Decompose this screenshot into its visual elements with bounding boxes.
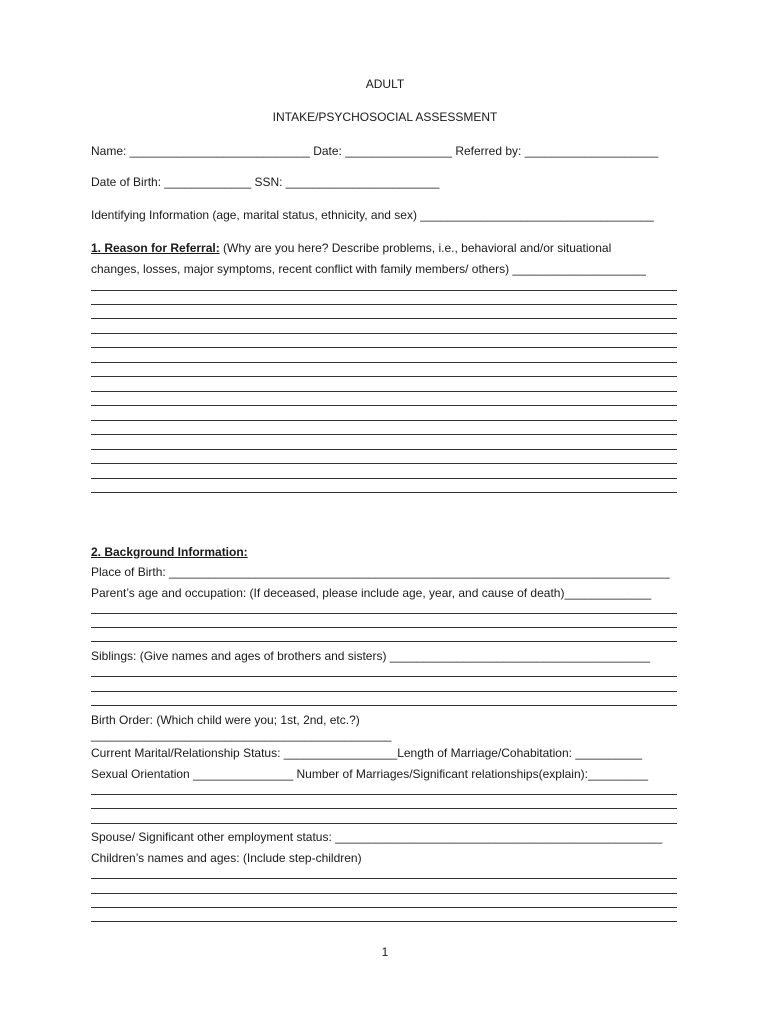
answer-line[interactable] (91, 434, 677, 435)
answer-line[interactable] (91, 878, 677, 879)
spouse-employment-field[interactable]: Spouse/ Significant other employment status: _________________________________________________ (91, 830, 663, 844)
reason-for-referral-prompt (91, 241, 611, 255)
dob-ssn-field[interactable]: Date of Birth: _____________ SSN: _______________________ (91, 175, 440, 189)
answer-line[interactable] (91, 893, 677, 894)
answer-line[interactable] (91, 405, 677, 406)
answer-line[interactable] (91, 921, 677, 922)
reason-for-referral-prompt-a: (Why are you here? Describe problems, i.e., behavioral and/or situational (219, 241, 612, 255)
answer-line[interactable] (91, 627, 677, 628)
answer-line[interactable] (91, 304, 677, 305)
answer-line[interactable] (91, 391, 677, 392)
answer-line[interactable] (91, 808, 677, 809)
place-of-birth-field[interactable]: Place of Birth: ___________________________________________________________________________ (91, 565, 670, 579)
answer-line[interactable] (91, 613, 677, 614)
answer-line[interactable] (91, 290, 677, 291)
answer-line[interactable] (91, 492, 677, 493)
answer-line[interactable] (91, 478, 677, 479)
form-title: ADULT (365, 77, 405, 91)
parents-age-occupation-field[interactable]: Parent’s age and occupation: (If deceased, please include age, year, and cause of death)_____________ (91, 586, 652, 600)
answer-line[interactable] (91, 641, 677, 642)
answer-line[interactable] (91, 376, 677, 377)
answer-line[interactable] (91, 907, 677, 908)
answer-line[interactable] (91, 463, 677, 464)
form-subtitle: INTAKE/PSYCHOSOCIAL ASSESSMENT (272, 110, 498, 124)
birth-order-field[interactable]: _____________________________________________ (91, 728, 392, 742)
birth-order-prompt: Birth Order: (Which child were you; 1st, 2nd, etc.?) (91, 713, 360, 727)
marital-status-field[interactable]: Current Marital/Relationship Status: _________________Length of Marriage/Cohabitation: __________ (91, 746, 643, 760)
name-date-referred-field[interactable]: Name: ___________________________ Date: ________________ Referred by: ____________________ (91, 144, 659, 158)
page-number: 1 (381, 945, 389, 959)
answer-line[interactable] (91, 705, 677, 706)
answer-line[interactable] (91, 794, 677, 795)
answer-line[interactable] (91, 449, 677, 450)
answer-line[interactable] (91, 823, 677, 824)
identifying-info-field[interactable]: Identifying Information (age, marital status, ethnicity, and sex) ___________________________________ (91, 208, 654, 222)
siblings-field[interactable]: Siblings: (Give names and ages of brothers and sisters) _______________________________________ (91, 649, 651, 663)
answer-line[interactable] (91, 318, 677, 319)
children-names-prompt: Children’s names and ages: (Include step-children) (91, 851, 362, 865)
answer-line[interactable] (91, 362, 677, 363)
background-information-heading: 2. Background Information: (91, 545, 248, 559)
answer-line[interactable] (91, 420, 677, 421)
reason-for-referral-heading: 1. Reason for Referral: (91, 241, 220, 255)
answer-line[interactable] (91, 333, 677, 334)
answer-line[interactable] (91, 347, 677, 348)
sexual-orientation-field[interactable]: Sexual Orientation _______________ Number of Marriages/Significant relationships(explain):_________ (91, 767, 649, 781)
reason-for-referral-prompt-b[interactable]: changes, losses, major symptoms, recent conflict with family members/ others) ____________________ (91, 262, 646, 276)
answer-line[interactable] (91, 691, 677, 692)
answer-line[interactable] (91, 676, 677, 677)
